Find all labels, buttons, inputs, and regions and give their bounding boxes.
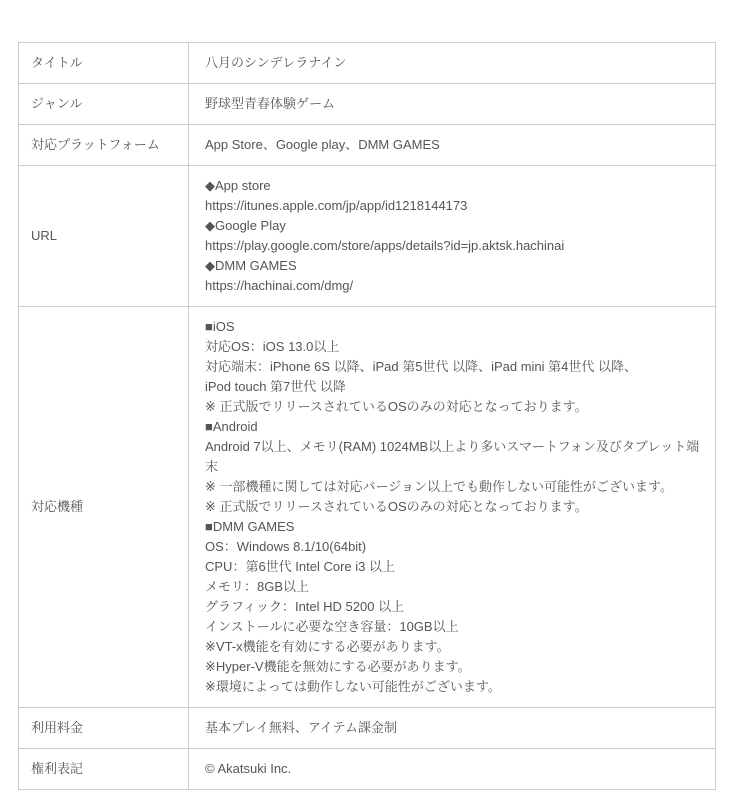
cell-text-line: グラフィック：Intel HD 5200 以上	[205, 599, 405, 614]
cell-text-line: CPU：第6世代 Intel Core i3 以上	[205, 559, 395, 574]
cell-text-line: ※ 正式版でリリースされているOSのみの対応となっております。	[205, 399, 588, 414]
table-row-copyright	[19, 749, 716, 790]
cell-text-line: ※ 正式版でリリースされているOSのみの対応となっております。	[205, 499, 588, 514]
cell-text-line: ◆App store	[205, 178, 271, 193]
row-value-url	[189, 166, 716, 307]
cell-text-line: https://hachinai.com/dmg/	[205, 278, 354, 293]
cell-text-line: © Akatsuki Inc.	[205, 761, 292, 776]
cell-text-line: 対応端末：iPhone 6S 以降、iPad 第5世代 以降、iPad mini 第4世代 以降、	[205, 359, 637, 374]
cell-text-line: ※環境によっては動作しない可能性がございます。	[205, 679, 501, 694]
cell-text-line: ◆Google Play	[205, 218, 286, 233]
cell-text-line: ※VT-x機能を有効にする必要があります。	[205, 639, 450, 654]
cell-text-line: インストールに必要な空き容量：10GB以上	[205, 619, 459, 634]
game-spec-table	[18, 42, 716, 790]
cell-text-line: ◆DMM GAMES	[205, 258, 297, 273]
row-label-genre: ジャンル	[19, 84, 189, 125]
row-value-price	[189, 708, 716, 749]
table-row-genre	[19, 84, 716, 125]
cell-text-line: OS：Windows 8.1/10(64bit)	[205, 539, 367, 554]
cell-text-line: https://play.google.com/store/apps/details?id=jp.aktsk.hachinai	[205, 238, 565, 253]
row-label-copyright: 権利表記	[19, 749, 189, 790]
table-row-devices	[19, 307, 716, 708]
cell-text-line: App Store、Google play、DMM GAMES	[205, 137, 440, 152]
row-label-price: 利用料金	[19, 708, 189, 749]
table-row-url	[19, 166, 716, 307]
row-label-platform: 対応プラットフォーム	[19, 125, 189, 166]
cell-text-line: メモリ：8GB以上	[205, 579, 310, 594]
row-value-platform	[189, 125, 716, 166]
cell-text-line: 基本プレイ無料、アイテム課金制	[205, 720, 398, 735]
cell-text-line: https://itunes.apple.com/jp/app/id1218144173	[205, 198, 468, 213]
cell-text-line: Android 7以上、メモリ(RAM) 1024MB以上より多いスマートフォン及びタブレット端末	[205, 439, 700, 474]
table-row-platform	[19, 125, 716, 166]
row-value-title	[189, 43, 716, 84]
cell-text-line: ■Android	[205, 419, 258, 434]
row-value-genre	[189, 84, 716, 125]
cell-text-line: ※Hyper-V機能を無効にする必要があります。	[205, 659, 471, 674]
row-value-copyright	[189, 749, 716, 790]
cell-text-line: 八月のシンデレラナイン	[205, 55, 347, 70]
row-label-devices: 対応機種	[19, 307, 189, 708]
cell-text-line: 対応OS：iOS 13.0以上	[205, 339, 340, 354]
table-row-price	[19, 708, 716, 749]
row-value-devices	[189, 307, 716, 708]
table-row-title	[19, 43, 716, 84]
cell-text-line: 野球型青春体験ゲーム	[205, 96, 336, 111]
cell-text-line: ※ 一部機種に関しては対応バージョン以上でも動作しない可能性がございます。	[205, 479, 673, 494]
cell-text-line: iPod touch 第7世代 以降	[205, 379, 346, 394]
cell-text-line: ■DMM GAMES	[205, 519, 295, 534]
cell-text-line: ■iOS	[205, 319, 235, 334]
row-label-url: URL	[19, 166, 189, 307]
row-label-title: タイトル	[19, 43, 189, 84]
